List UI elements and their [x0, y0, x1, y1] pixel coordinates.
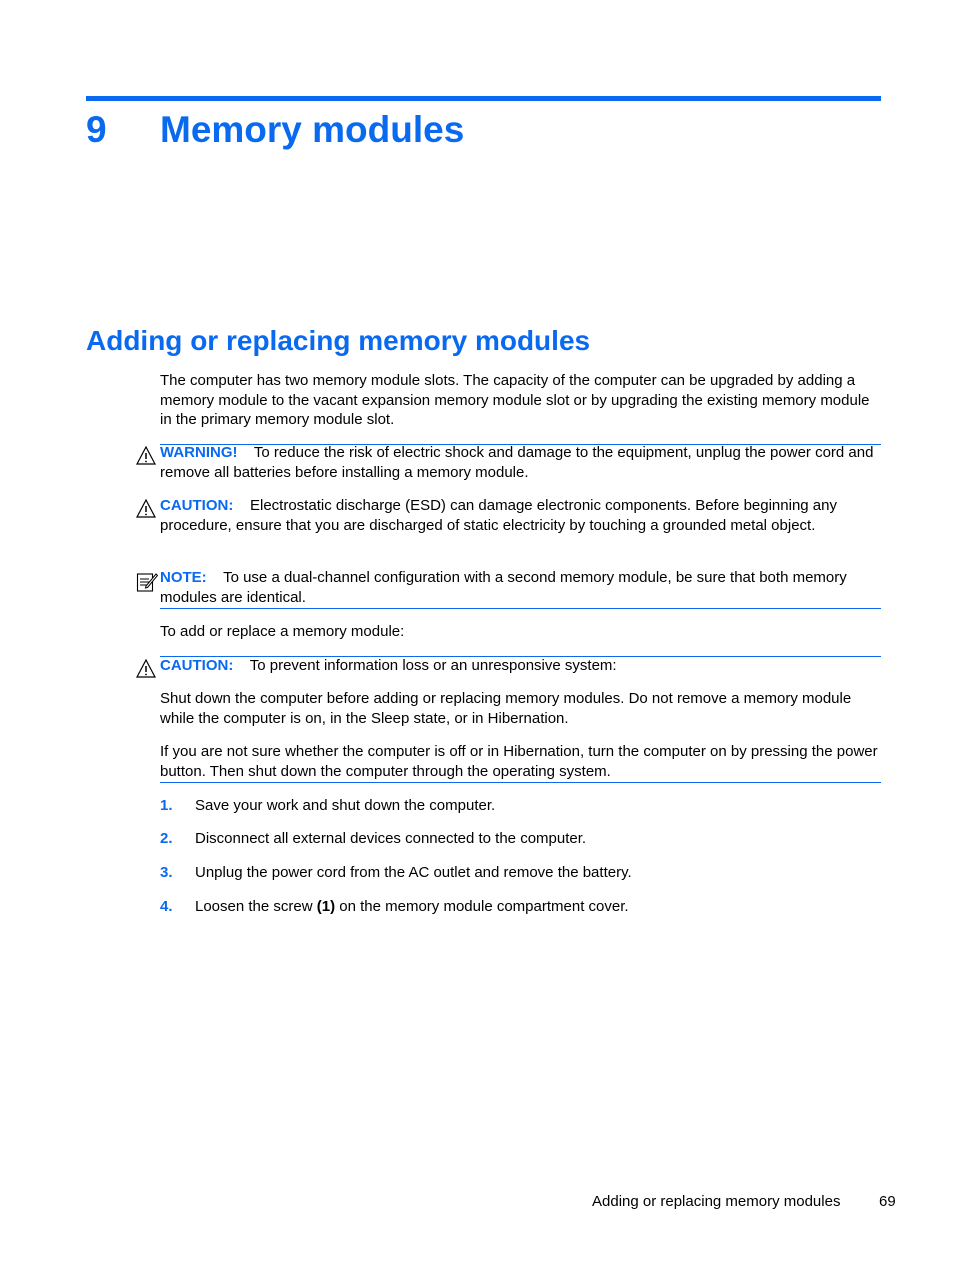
note-notice — [160, 568, 880, 607]
warning-notice — [160, 443, 880, 482]
caution-label: CAUTION: — [160, 657, 234, 674]
caution-paragraph-1: Shut down the computer before adding or replacing memory modules. Do not remove a memory module while the computer is on, in the Sleep state, or in Hibernation. — [160, 690, 852, 727]
step-number: 2. — [160, 830, 173, 847]
step-number: 1. — [160, 797, 173, 814]
caution-label: CAUTION: — [160, 497, 234, 514]
caution-icon — [136, 499, 156, 519]
caution-paragraph-2: If you are not sure whether the computer is off or in Hibernation, turn the computer on by pressing the power button. Then shut down the computer through the operating system. — [160, 743, 878, 780]
step-number: 4. — [160, 898, 173, 915]
notice-rule-bottom — [160, 608, 881, 609]
chapter-rule — [86, 96, 881, 101]
step-text: Disconnect all external devices connected to the computer. — [195, 830, 587, 847]
step-text-after: on the memory module compartment cover. — [335, 898, 629, 915]
caution2-rule-bottom — [160, 782, 881, 783]
step-text: Save your work and shut down the computer. — [195, 797, 496, 814]
step-text-before: Loosen the screw — [195, 898, 317, 915]
step-text: Unplug the power cord from the AC outlet and remove the battery. — [195, 864, 632, 881]
section-heading: Adding or replacing memory modules — [86, 325, 591, 356]
chapter-number: 9 — [86, 109, 107, 150]
note-text: To use a dual-channel configuration with a second memory module, be sure that both memory modules are identical. — [160, 569, 847, 606]
warning-text: To reduce the risk of electric shock and damage to the equipment, unplug the power cord and remove all batteries before installing a memory module. — [160, 444, 874, 481]
procedure-intro: To add or replace a memory module: — [160, 623, 405, 640]
callout-number: (1) — [316, 898, 336, 915]
footer-section-title: Adding or replacing memory modules — [592, 1193, 841, 1210]
note-label: NOTE: — [160, 569, 207, 586]
caution-icon — [136, 659, 156, 679]
warning-icon — [136, 446, 156, 466]
chapter-title: Memory modules — [160, 109, 465, 150]
intro-paragraph: The computer has two memory module slots. The capacity of the computer can be upgraded by adding a memory module to the vacant expansion memory module slot or by upgrading the existing memory module in the primary memory module slot. — [160, 372, 870, 428]
step-number: 3. — [160, 864, 173, 881]
footer-page-number: 69 — [879, 1193, 896, 1210]
warning-label: WARNING! — [160, 444, 238, 461]
caution-notice-shutdown — [160, 656, 880, 676]
caution-text: Electrostatic discharge (ESD) can damage electronic components. Before beginning any procedure, ensure that you are discharged of static electricity by touching a grounded metal object. — [160, 497, 837, 534]
step-text — [195, 897, 875, 917]
caution-text: To prevent information loss or an unresponsive system: — [249, 657, 617, 674]
caution-notice-esd — [160, 496, 880, 535]
note-icon — [136, 571, 156, 591]
